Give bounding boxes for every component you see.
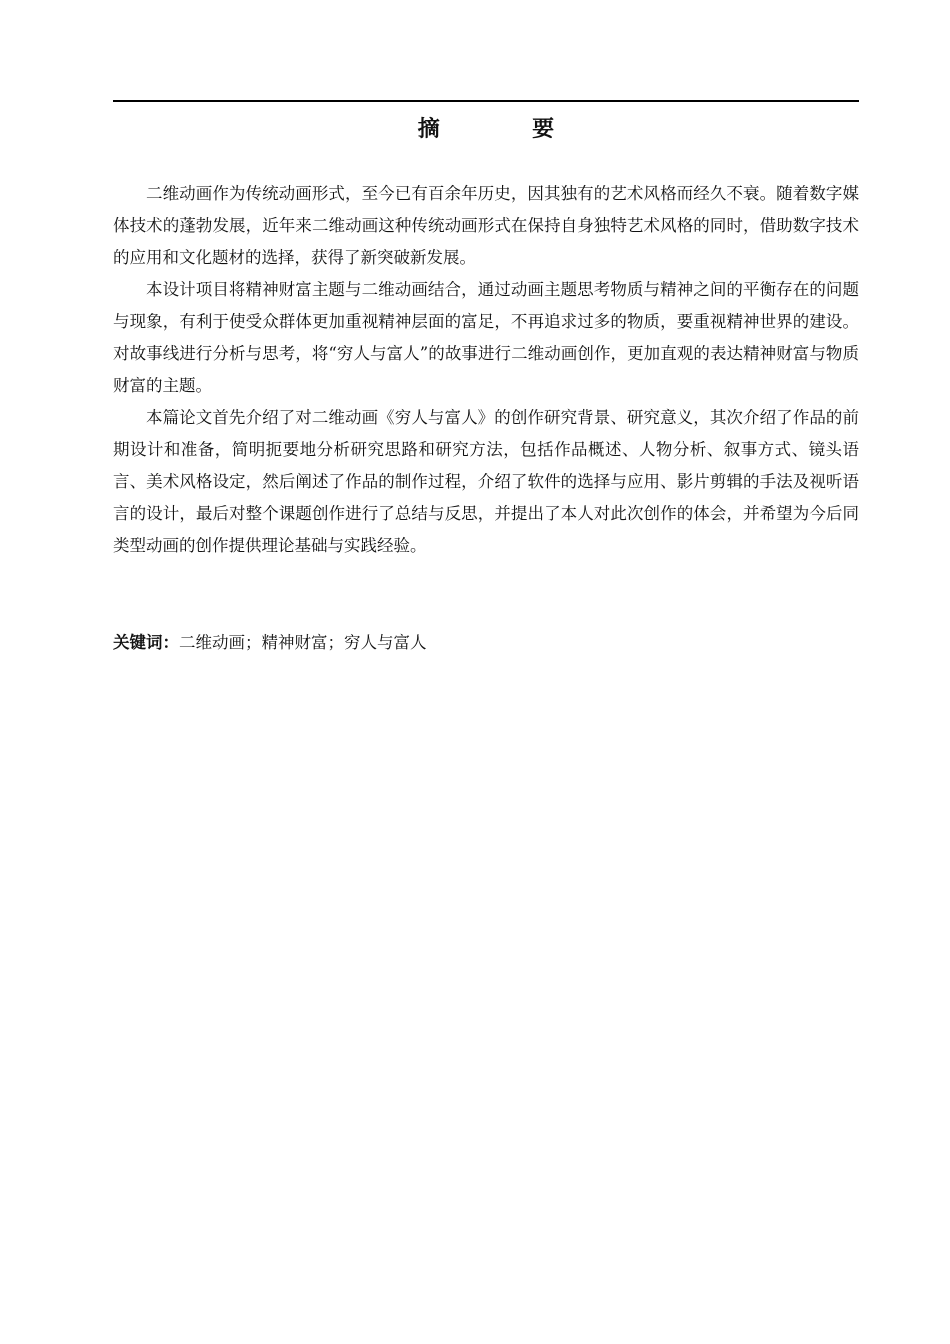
abstract-paragraph-2: 本设计项目将精神财富主题与二维动画结合，通过动画主题思考物质与精神之间的平衡存在的问题与现象，有利于使受众群体更加重视精神层面的富足，不再追求过多的物质，要重视精神世界的建设。对故事线进行分析与思考，将“穷人与富人”的故事进行二维动画创作，更加直观的表达精神财富与物质财富的主题。 [113, 280, 859, 395]
abstract-paragraph-1: 二维动画作为传统动画形式，至今已有百余年历史，因其独有的艺术风格而经久不衰。随着数字媒体技术的蓬勃发展，近年来二维动画这种传统动画形式在保持自身独特艺术风格的同时，借助数字技术的应用和文化题材的选择，获得了新突破新发展。 [113, 184, 859, 267]
keywords-value: 二维动画；精神财富；穷人与富人 [179, 633, 427, 652]
keywords-line [113, 627, 859, 659]
header-rule [113, 100, 859, 102]
abstract-title: 摘 要 [417, 117, 590, 142]
keywords-label: 关键词： [113, 633, 179, 652]
abstract-paragraph-3: 本篇论文首先介绍了对二维动画《穷人与富人》的创作研究背景、研究意义，其次介绍了作品的前期设计和准备，简明扼要地分析研究思路和研究方法，包括作品概述、人物分析、叙事方式、镜头语言、美术风格设定，然后阐述了作品的制作过程，介绍了软件的选择与应用、影片剪辑的手法及视听语言的设计，最后对整个课题创作进行了总结与反思，并提出了本人对此次创作的体会，并希望为今后同类型动画的创作提供理论基础与实践经验。 [113, 408, 859, 555]
abstract-body [113, 178, 859, 562]
